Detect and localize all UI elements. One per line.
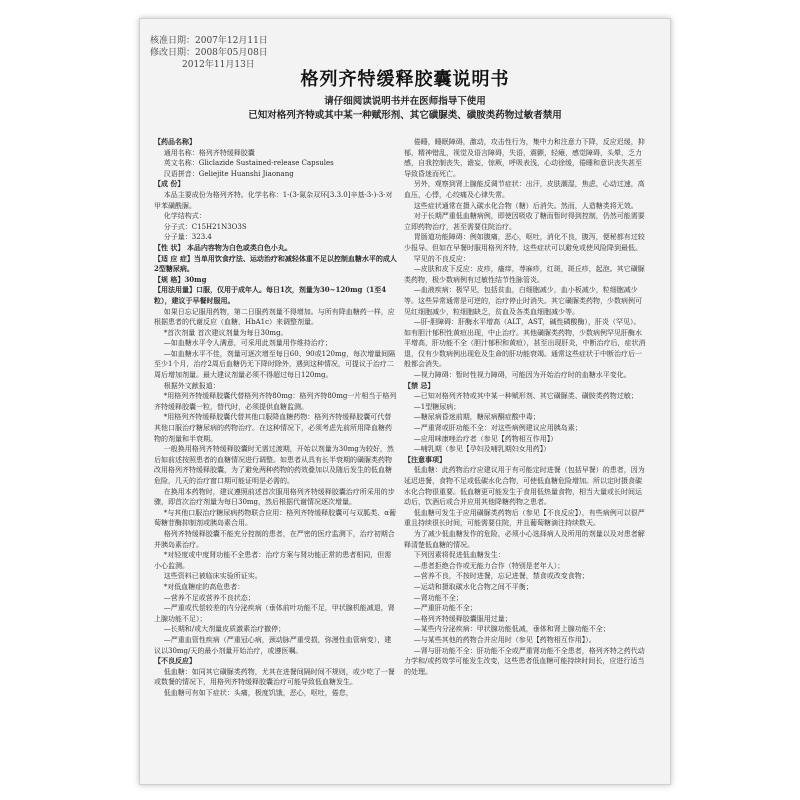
paragraph: —营养不良，不按时进餐，忘记进餐，禁食或改变食物； [413, 572, 589, 581]
paragraph: *对低血糖症的高危患者： [163, 582, 245, 591]
paragraph: —已知对格列齐特或其中某一种赋形剂、其它磺脲类、磺胺类药物过敏； [413, 392, 638, 401]
paragraph: 为了减少低血糖发作的危险，必须小心选择病人及所用的剂量以及对患者解释清楚低血糖的情况。 [404, 529, 645, 549]
paragraph: 罕见的不良反应： [413, 254, 470, 263]
instruction-sheet [139, 18, 671, 785]
paragraph: 对于长期严重低血糖病例，即使因吸收了糖而暂时得到控制，仍然可能需要立即药物治疗，甚至需要住院治疗。 [404, 212, 645, 231]
paragraph: —肝-胆障碍：肝酶水平增高（ALT，AST，碱性磷酸酶），肝炎（罕见）。如有胆汁郁积性黄疸出现，中止治疗。其他磺脲类药物，少数病例罕见肝酶水平增高，肝功能不全（胆汁郁积和黄疸），甚至出现肝炎，中断治疗后，症状消退，仅有少数病例出现危及生命的肝功能衰竭。通常这些症状于中断治疗后一般都会消失。 [404, 318, 646, 369]
paragraph: —运动和摄取碳水化合物之间不平衡； [413, 582, 533, 591]
paragraph: —血液疾病：极罕见，包括贫血，白细胞减少，血小板减少，粒细胞减少等。这些异常通常是可逆的，治疗停止时消失。其它磺脲类药物，少数病例可见红细胞减少，粒细胞缺乏，贫血及各类血细胞减少等。 [404, 286, 642, 316]
paragraph: *对轻度或中度肾功能不全患者：治疗方案与肾功能正常的患者相同，但需小心监测。 [154, 551, 392, 570]
paragraph: 【规 格】30mg [154, 274, 207, 284]
paragraph: 如果日忘记服用药物，第二日服药剂量不得增加。与所有降血糖药一样，应根据患者的代谢反应（血糖，HbA1c）来调整剂量。 [154, 307, 395, 327]
paragraph: —严重肝功能不全； [413, 604, 477, 613]
paragraph: —如血糖水平不佳，剂量可逐次增至每日60、90或120mg，每次增量间隔至少1个月，治疗2周后血糖仍无下降时除外，遇到这种情况，可提议于治疗二周后增加剂量。最大建议剂量必须不得超过每日120mg。 [154, 349, 396, 380]
paragraph: *与其他口服治疗糖尿病药物联合应用：格列齐特缓释胶囊可与双胍类、α葡萄糖苷酶抑制剂或胰岛素合用。 [154, 508, 397, 528]
paragraph: —严重或代偿较差的内分泌疾病（垂体前叶功能不足，甲状腺机能减退，肾上腺功能不足）； [154, 604, 395, 623]
paragraph: —皮肤和皮下反应：皮疹，瘙痒，荨麻疹，红斑，斑丘疹，起泡。其它磺脲类药物，极少数病例有过敏性结节性脉管炎。 [404, 265, 645, 284]
paragraph: —视力障碍：暂时性视力障碍，可能因为开始治疗时的血糖水平变化。 [413, 371, 631, 380]
paragraph: 本品主要成份为格列齐特。化学名称：1-(3-氮杂双环[3.3.0]辛基-3-)-3-对甲苯磺酰脲。 [154, 190, 393, 210]
paragraph: 在换用本药物时，建议遵照前述首次服用格列齐特缓释胶囊治疗所采用的步骤，即首次治疗剂量为每日30mg，然后根据代谢情况逐次增量。 [154, 487, 395, 507]
document-title: 格列齐特缓释胶囊说明书 [300, 69, 510, 90]
paragraph: 分子量：323.4 [163, 233, 212, 242]
paragraph: 倦睡，睡眠障碍，激动，攻击性行为，集中力和注意力下降，反应迟缓，抑郁，精神错乱，视觉及语言障碍，失语，震颤，轻瘫，感觉障碍，头晕，乏力感，自我控制丧失，谵妄，惊厥，呼吸表浅，心动徐缓，倦睡和意识丧失甚至导致昏迷而死亡。 [404, 138, 645, 178]
paragraph: —哺乳期（参见【孕妇及哺乳期妇女用药】） [413, 445, 551, 454]
paragraph: 格列齐特缓释胶囊不能充分控制的患者，在严密的医疗监测下，治疗初期合并胰岛素治疗。 [154, 529, 395, 549]
paragraph: 根据外文献报道： [163, 381, 220, 390]
paragraph: *首次剂量 首次建议剂量为每日30mg。 [163, 328, 288, 337]
paragraph: —严重肾或肝功能不全：对这些病例建议应用胰岛素； [413, 424, 582, 433]
paragraph: 【用法用量】口服，仅用于成年人。每日1次，剂量为30~120mg（1至4粒），建议于早餐时服用。 [154, 285, 387, 305]
paragraph: 【成 份】 [154, 179, 185, 189]
paragraph: 低血糖可有如下症状：头痛，极度饥饿，恶心，呕吐，倦怠， [163, 688, 353, 697]
paragraph: 【药品名称】 [154, 137, 196, 146]
right-text-column [404, 137, 647, 677]
paragraph: 分子式：C15H21N3O3S [163, 222, 247, 231]
paragraph: —某些内分泌疾病：甲状腺功能低减，垂体和肾上腺功能不全； [413, 625, 610, 634]
paragraph: —长期和/或大剂量皮质激素治疗撤停； [163, 625, 286, 634]
paragraph: 下列因素将促进低血糖发生： [413, 551, 505, 560]
paragraph: 这些资料已被临床实验所证实。 [163, 572, 262, 581]
paragraph: 【禁 忌】 [404, 380, 435, 390]
revision-date-2: 2012年11月13日 [182, 60, 255, 70]
allergy-warning: 已知对格列齐特或其中某一种赋形剂、其它磺脲类、磺胺类药物过敏者禁用 [248, 110, 562, 121]
paragraph: 一般换用格列齐特缓释胶囊时无需过渡期，开始以剂量为30mg为较好，然后如前述按照患者的血糖情况进行调整。如患者从具有长半衰期的磺脲类药物改用格列齐特缓释胶囊，为了避免两种药物的药效叠加以及随后发生的低血糖危险，几天的治疗窗口期可能证明是必需的。 [154, 445, 394, 485]
paragraph: —糖尿病昏迷前期，糖尿病酮症酸中毒； [413, 413, 540, 422]
paragraph: *用格列齐特缓释胶囊代替格列齐特80mg：格列齐特80mg一片相当于格列齐特缓释胶囊一粒，替代时，必须提供血糖监测。 [154, 392, 397, 411]
usage-notice: 请仔细阅读说明书并在医师指导下使用 [324, 96, 486, 107]
paragraph: 低血糖：如同其它磺脲类药物，尤其在进餐间隔时间不规则，或少吃了一餐或数餐的情况下，用格列齐特缓释胶囊治疗可能导致低血糖发生。 [154, 667, 395, 687]
paragraph: 【注意事项】 [404, 454, 446, 464]
paragraph: 【性 状】 本品内容物为白色或类白色小丸。 [154, 242, 292, 252]
paragraph: —患者拒绝合作或无能力合作（特别是老年人）； [413, 561, 565, 570]
paragraph: —应用咪康唑治疗者（参见【药物相互作用】） [413, 434, 558, 443]
paragraph: 低血糖：此药物治疗应建议用于有可能定时进餐（包括早餐）的患者，因为延迟进餐，食物不足或低碳水化合物，可使低血糖危险增加。所以定时摄食碳水化合物很重要。低血糖更可能发生于食用低热量食物，相当大量或长时间运动后，饮酒后或合并应用其他降糖药物之患者。 [404, 466, 645, 507]
paragraph: 【不良反应】 [154, 656, 196, 666]
paragraph: —格列齐特缓释胶囊服用过量； [413, 614, 512, 623]
paragraph: —严重血管性疾病（严重冠心病，颈动脉严重受损，弥漫性血管病变），建议以30mg/天的最小剂量开始治疗，或遵医嘱。 [154, 635, 392, 655]
paragraph: 【适 应 症】当单用饮食疗法、运动治疗和减轻体重不足以控制血糖水平的成人2型糖尿病。 [154, 253, 397, 274]
revision-date: 修改日期：2008年05月08日 [150, 48, 268, 58]
paragraph: 低血糖可发生于应用磺脲类药物后（参见【不良反应】），有些病例可以很严重且持续很长时间，可能需要住院，并且葡萄糖滴注持续数天。 [404, 508, 645, 528]
paragraph: 胃肠道功能障碍：例如腹痛，恶心，呕吐，消化不良，腹泻，便秘都有过较少报导。但如在早餐时服用格列齐特，这些症状可以避免或使风险降到最低。 [404, 233, 645, 252]
paragraph: *用格列齐特缓释胶囊代替其他口服降血糖药物：格列齐特缓释胶囊可代替其他口服治疗糖尿病的药物治疗。在这种情况下，必须考虑先前所用降血糖药物的剂量和半衰期。 [154, 413, 392, 443]
paragraph: 另外，观察到肾上腺能反调节症状：出汗，皮肤潮湿，焦虑，心动过速，高血压，心悸，心绞痛及心律失常。 [404, 180, 645, 199]
paragraph: —营养不足或营养不良状态； [163, 593, 255, 602]
approval-date: 核准日期：2007年12月11日 [150, 36, 268, 46]
paragraph: 这些症状通常在摄入碳水化合物（糖）后消失。然而，人造糖类将无效。 [413, 201, 638, 210]
paragraph: 化学结构式： [163, 212, 206, 221]
paragraph: 英文名称：Gliclazide Sustained-release Capsules [163, 159, 334, 168]
paragraph: —如血糖水平令人满意，可采用此剂量用作维持治疗； [163, 339, 332, 348]
paragraph: —肾与肝功能不全：肝功能不全或严重肾功能不全患者，格列齐特之药代动力学和/或药效学可能发生改变，这些患者低血糖可能持续时间长，应进行适当的处理。 [404, 646, 645, 676]
paragraph: 汉语拼音：Geliejite Huanshi Jiaonang [163, 169, 294, 178]
paragraph: —1型糖尿病； [413, 402, 461, 411]
paragraph: —与某些其他的药物合并应用时（参见【药物相互作用】）。 [413, 635, 596, 644]
paragraph: 通用名称：格列齐特缓释胶囊 [163, 148, 255, 157]
left-text-column [154, 137, 397, 698]
paragraph: —肾功能不全； [413, 593, 463, 602]
